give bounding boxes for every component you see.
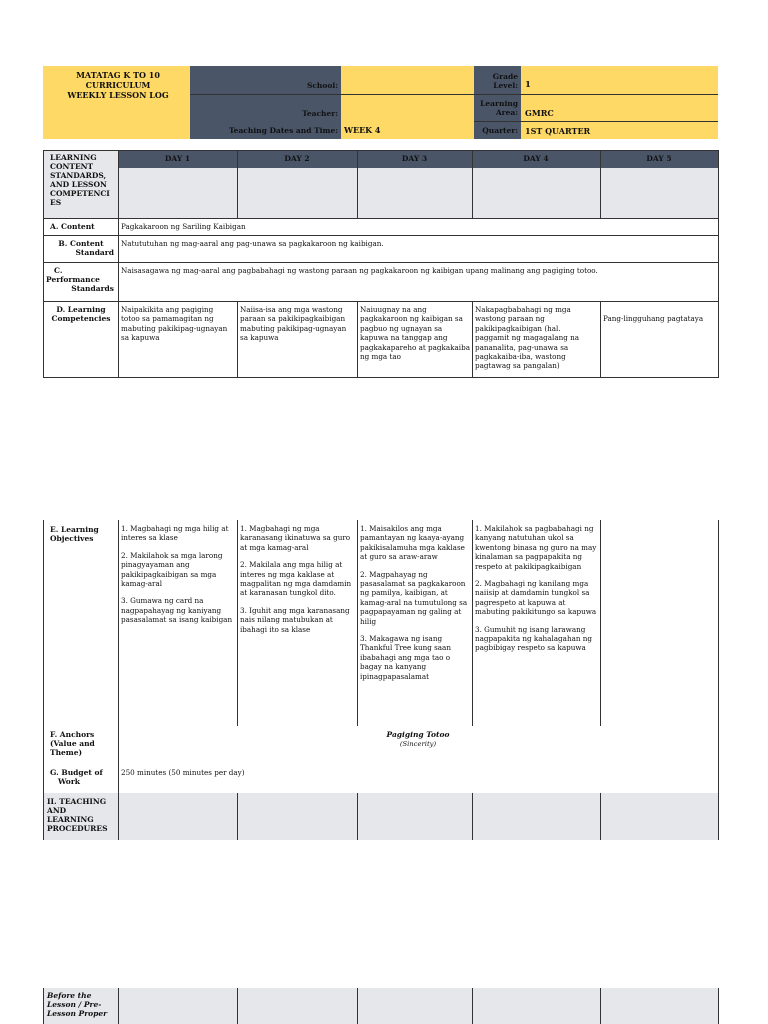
anchor-label-line-3: Theme) [50, 748, 83, 757]
title-line-3: WEEKLY LESSON LOG [67, 90, 169, 100]
objectives-label [50, 525, 116, 543]
competencies-label [46, 305, 116, 323]
area-label-line-2: Area: [495, 108, 518, 117]
objective-text: 3. Iguhit ang mga karanasang nais nilang matubukan at ibahagi ito sa klase [240, 605, 350, 634]
lc-empty-row [118, 168, 718, 218]
grade-label [476, 72, 518, 90]
content-standard-label [48, 239, 114, 257]
objectives-day-4 [475, 524, 597, 653]
objective-text: 3. Gumawa ng card na nagpapahayag ng kaniyang pasasalamat sa isang kaibigan [121, 596, 233, 625]
content-value: Pagkakaroon ng Sariling Kaibigan [121, 222, 246, 231]
performance-standard-value: Naisasagawa ng mag-aaral ang pagbabahagi ng wastong paraan ng pagkakaroon ng kaibigan upang malinang ang pagiging totoo. [121, 266, 598, 275]
comp-label-line-1: D. Learning [56, 305, 106, 314]
objective-text: 2. Magpahayag ng pasasalamat sa pagkakaroon ng pamilya, kaibigan, at kamag-aral na tumutulong sa pagpapayaman ng galing at hilig [360, 569, 468, 626]
objective-text: 1. Magbahagi ng mga hilig at interes sa klase [121, 524, 229, 543]
before-lesson-label: Before the Lesson / Pre-Lesson Proper [47, 991, 108, 1018]
before-lesson-row [43, 988, 718, 1024]
competency-day-1: Naipakikita ang pagiging totoo sa pamamagitan ng mabuting pakikipag-ugnayan sa kapuwa [121, 305, 228, 343]
anchor-label-line-2: (Value and [50, 739, 95, 748]
school-label: School: [306, 81, 338, 90]
objective-text: 2. Makilahok sa mga larong pinagyayaman ang pakikipagkaibigan sa mga kamag-aral [121, 550, 223, 589]
objective-text: 2. Makilala ang mga hilig at interes ng mga kaklase at magpalitan ng mga damdamin at karanasan tungkol dito. [240, 560, 352, 598]
area-value[interactable]: GMRC [525, 108, 554, 118]
day-3-header: DAY 3 [401, 154, 428, 163]
competency-day-5: Pang-lingguhang pagtataya [603, 314, 704, 323]
objectives-day-2 [240, 524, 354, 634]
area-label [476, 99, 518, 117]
anchor-sub: (Sincerity) [399, 740, 437, 748]
objectives-day-1 [121, 524, 234, 625]
anchor-label-line-1: F. Anchors [50, 730, 95, 739]
budget-label-line-1: G. Budget of [50, 768, 103, 777]
quarter-label: Quarter: [482, 126, 518, 135]
performance-standard-label [46, 266, 114, 293]
day-5-header: DAY 5 [646, 154, 672, 163]
anchors-label [50, 730, 116, 757]
competency-day-3: Naiuugnay na ang pagkakaroon ng kaibigan sa pagbuo ng ugnayan sa kapuwa na tanggap ang pagkakapareho at pagkakaiba ng mga tao [360, 305, 470, 362]
anchor-value: Pagiging Totoo [386, 730, 450, 739]
title-line-1: MATATAG K TO 10 [76, 70, 160, 80]
day-1-header: DAY 1 [164, 154, 191, 163]
day-2-header: DAY 2 [284, 154, 310, 163]
tlp-row [44, 793, 718, 840]
competency-day-2: Naiisa-isa ang mga wastong paraan sa pakikipagkaibigan mabuting pakikipag-ugnayan sa kapuwa [240, 305, 347, 343]
grade-label-line-1: Grade [492, 72, 518, 81]
grade-value[interactable]: 1 [525, 80, 531, 90]
objective-text: 2. Magbahagi ng kanilang mga naiisip at damdamin tungkol sa pagrespeto at kapuwa at mabuting pakikitungo sa kapuwa [475, 579, 597, 617]
budget-value: 250 minutes (50 minutes per day) [121, 768, 245, 777]
content-standard-value: Natututuhan ng mag-aaral ang pag-unawa sa pagkakaroon ng kaibigan. [121, 239, 384, 248]
day-4-header: DAY 4 [523, 154, 549, 163]
budget-label-line-2: Work [58, 777, 80, 786]
comp-label-line-2: Competencies [51, 314, 111, 323]
budget-label [50, 768, 116, 786]
obj-label-line-2: Objectives [50, 534, 94, 543]
competency-day-4: Nakapagbabahagi ng mga wastong paraan ng pakikipagkaibigan (hal. paggamit ng magagalang na pananalita, pag-unawa sa pagkakaiba-iba, wastong pagtawag sa pangalan) [475, 305, 580, 371]
content-label: A. Content [50, 222, 95, 231]
ps-label-line-3: Standards [71, 284, 114, 293]
cs-label-line-2: Standard [75, 248, 114, 257]
objective-text: 3. Makagawa ng isang Thankful Tree kung saan ibabahagi ang mga tao o bagay na kanyang ipinagpapasalamat [360, 634, 451, 681]
title-line-2: CURRICULUM [85, 80, 151, 90]
objective-text: 3. Gumuhit ng isang larawang nagpapakita ng kahalagahan ng pagbibigay respeto sa kapuwa [475, 624, 592, 653]
objective-text: 1. Maisakilos ang mga pamantayan ng kaaya-ayang pakikisalamuha mga kaklase at guro sa araw-araw [360, 524, 465, 562]
header-title [48, 70, 188, 100]
quarter-value[interactable]: 1ST QUARTER [525, 126, 591, 136]
objective-text: 1. Makilahok sa pagbabahagi ng kanyang natutuhan ukol sa kwentong binasa ng guro na may kinalaman sa pagpapakita ng respeto at pakikipagkaibigan [475, 524, 597, 571]
objectives-day-3 [360, 524, 470, 681]
area-label-line-1: Learning [480, 99, 518, 108]
grade-label-line-2: Level: [493, 81, 518, 90]
objective-text: 1. Magbahagi ng mga karanasang ikinatuwa sa guro at mga kamag-aral [240, 524, 351, 552]
ps-label-line-2: Performance [46, 275, 100, 284]
tlp-label: II. TEACHING AND LEARNING PROCEDURES [47, 797, 108, 833]
dates-label: Teaching Dates and Time: [228, 126, 338, 135]
dates-field[interactable]: WEEK 4 [344, 125, 381, 135]
obj-label-line-1: E. Learning [50, 525, 99, 534]
lc-label: LEARNING CONTENT STANDARDS, AND LESSON COMPETENCI ES [50, 153, 110, 207]
ps-label-line-1: C. [54, 266, 63, 275]
teacher-label: Teacher: [302, 109, 338, 118]
cs-label-line-1: B. Content [58, 239, 104, 248]
